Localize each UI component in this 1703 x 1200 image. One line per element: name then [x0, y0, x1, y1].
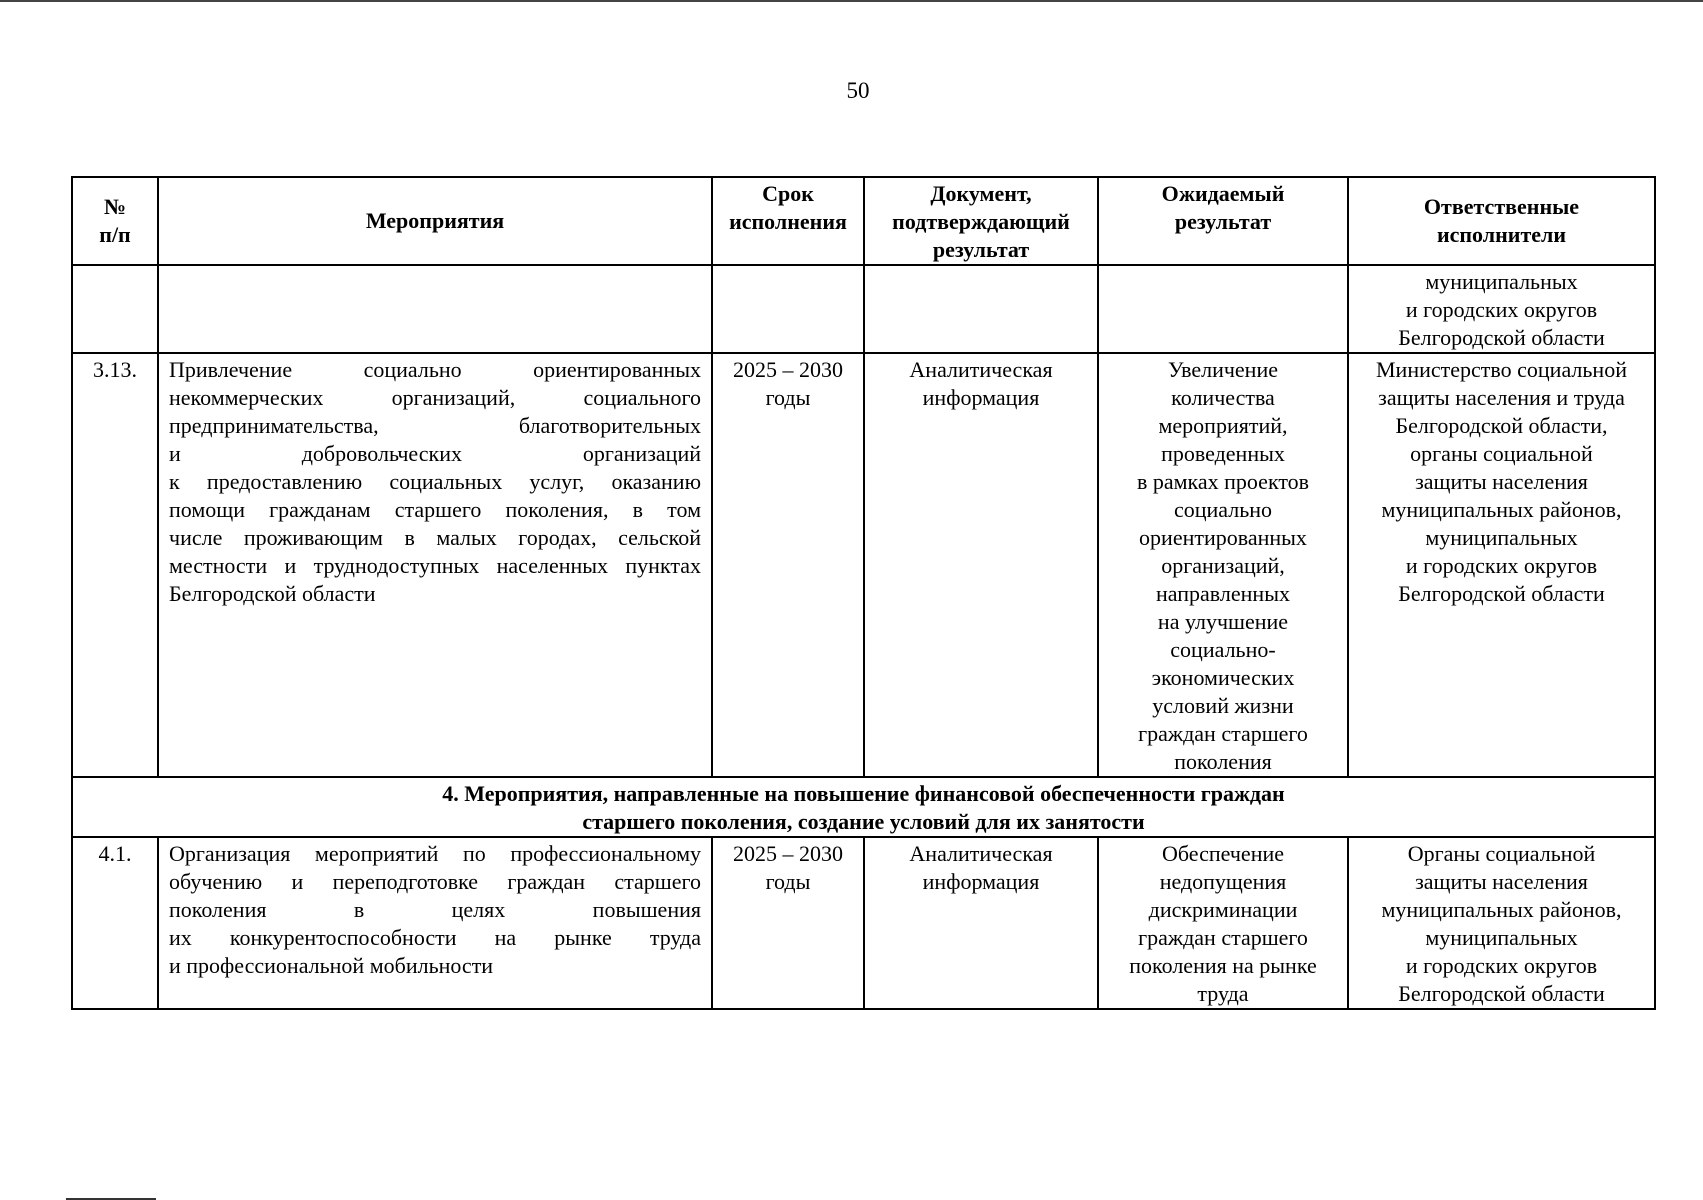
cell-document	[864, 265, 1098, 353]
table-row-3-13	[72, 353, 1655, 777]
cell-expected: Обеспечение недопущения дискриминации граждан старшего поколения на рынке труда	[1098, 837, 1348, 1009]
cell-document: Аналитическая информация	[864, 353, 1098, 777]
cell-measure	[158, 265, 712, 353]
section-title-line-2: старшего поколения, создание условий для их занятости	[582, 809, 1145, 834]
cell-document: Аналитическая информация	[864, 837, 1098, 1009]
cell-term: 2025 – 2030 годы	[712, 837, 864, 1009]
cell-responsible: Министерство социальной защиты населения и труда Белгородской области, органы социальной защиты населения муниципальных районов, муниципальных и городских округов Белгородской области	[1348, 353, 1655, 777]
cell-num: 3.13.	[72, 353, 158, 777]
measures-table	[71, 176, 1656, 1010]
table-header-row	[72, 177, 1655, 265]
section-heading-row	[72, 777, 1655, 837]
section-heading	[72, 777, 1655, 837]
section-title-line-1: 4. Мероприятия, направленные на повышение финансовой обеспеченности граждан	[442, 781, 1285, 806]
cell-responsible: Органы социальной защиты населения муниципальных районов, муниципальных и городских округов Белгородской области	[1348, 837, 1655, 1009]
table-row-4-1	[72, 837, 1655, 1009]
cell-num: 4.1.	[72, 837, 158, 1009]
page-number: 50	[846, 78, 870, 103]
cell-expected	[1098, 265, 1348, 353]
cell-term	[712, 265, 864, 353]
header-expected: Ожидаемый результат	[1098, 177, 1348, 265]
top-border-line	[0, 0, 1703, 2]
cell-measure: Организация мероприятий по профессиональному обучению и переподготовке граждан старшего поколения в целях повышения их конкурентоспособности на рынке труда и профессиональной мобильности	[158, 837, 712, 1009]
header-document: Документ, подтверждающий результат	[864, 177, 1098, 265]
cell-num	[72, 265, 158, 353]
header-term: Срок исполнения	[712, 177, 864, 265]
continuation-row	[72, 265, 1655, 353]
cell-measure: Привлечение социально ориентированных некоммерческих организаций, социального предпринимательства, благотворительных и добровольческих организаций к предоставлению социальных услуг, оказанию помощи гражданам старшего поколения, в том числе проживающим в малых городах, сельской местности и труднодоступных населенных пунктах Белгородской области	[158, 353, 712, 777]
header-measure: Мероприятия	[158, 177, 712, 265]
header-num: № п/п	[72, 177, 158, 265]
cell-term: 2025 – 2030 годы	[712, 353, 864, 777]
cell-responsible: муниципальных и городских округов Белгородской области	[1348, 265, 1655, 353]
cell-expected: Увеличение количества мероприятий, проведенных в рамках проектов социально ориентированных организаций, направленных на улучшение социально- экономических условий жизни граждан старшего поколения	[1098, 353, 1348, 777]
header-responsible: Ответственные исполнители	[1348, 177, 1655, 265]
